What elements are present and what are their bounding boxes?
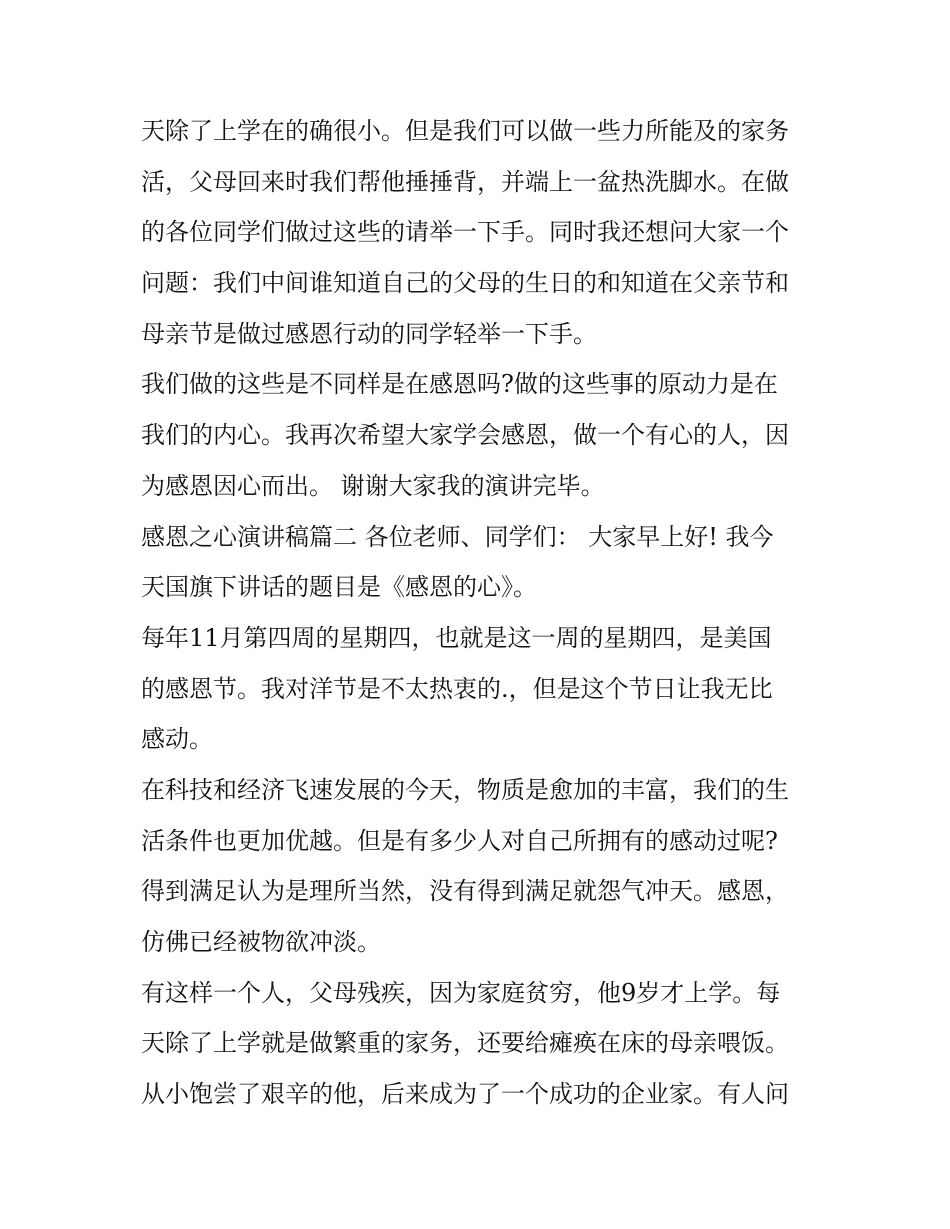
document-body <box>141 106 821 1120</box>
text-line: 为感恩因心而出。 谢谢大家我的演讲完毕。 <box>141 471 605 500</box>
text-line: 得到满足认为是理所当然，没有得到满足就怨气冲天。感恩， <box>141 877 789 906</box>
text-line: 我们做的这些是不同样是在感恩吗?做的这些事的原动力是在 <box>141 370 778 399</box>
text-line: 活条件也更加优越。但是有多少人对自己所拥有的感动过呢? <box>141 826 778 855</box>
text-line: 感恩之心演讲稿篇二 各位老师、同学们： 大家早上好! 我今 <box>141 522 774 551</box>
text-line: 我们的内心。我再次希望大家学会感恩，做一个有心的人，因 <box>141 421 789 450</box>
text-line: 的感恩节。我对洋节是不太热衷的.，但是这个节日让我无比 <box>141 674 773 703</box>
text-line: 活，父母回来时我们帮他捶捶背，并端上一盆热洗脚水。在做 <box>141 167 789 196</box>
text-line: 天国旗下讲话的题目是《感恩的心》。 <box>141 573 537 602</box>
text-line: 天除了上学就是做繁重的家务，还要给瘫痪在床的母亲喂饭。 <box>141 1029 789 1058</box>
text-line: 仿佛已经被物欲冲淡。 <box>141 928 381 956</box>
text-line: 感动。 <box>141 725 213 754</box>
text-line: 天除了上学在的确很小。但是我们可以做一些力所能及的家务 <box>141 117 789 145</box>
text-line: 从小饱尝了艰辛的他，后来成为了一个成功的企业家。有人问 <box>141 1080 789 1109</box>
text-line: 问题：我们中间谁知道自己的父母的生日的和知道在父亲节和 <box>141 269 789 298</box>
text-line: 有这样一个人，父母残疾，因为家庭贫穷，他9岁才上学。每 <box>141 978 781 1007</box>
text-line: 母亲节是做过感恩行动的同学轻举一下手。 <box>141 319 597 348</box>
text-line: 每年11月第四周的星期四，也就是这一周的星期四，是美国 <box>141 623 772 652</box>
text-line: 的各位同学们做过这些的请举一下手。同时我还想问大家一个 <box>141 218 789 247</box>
text-line: 在科技和经济飞速发展的今天，物质是愈加的丰富，我们的生 <box>141 775 789 804</box>
